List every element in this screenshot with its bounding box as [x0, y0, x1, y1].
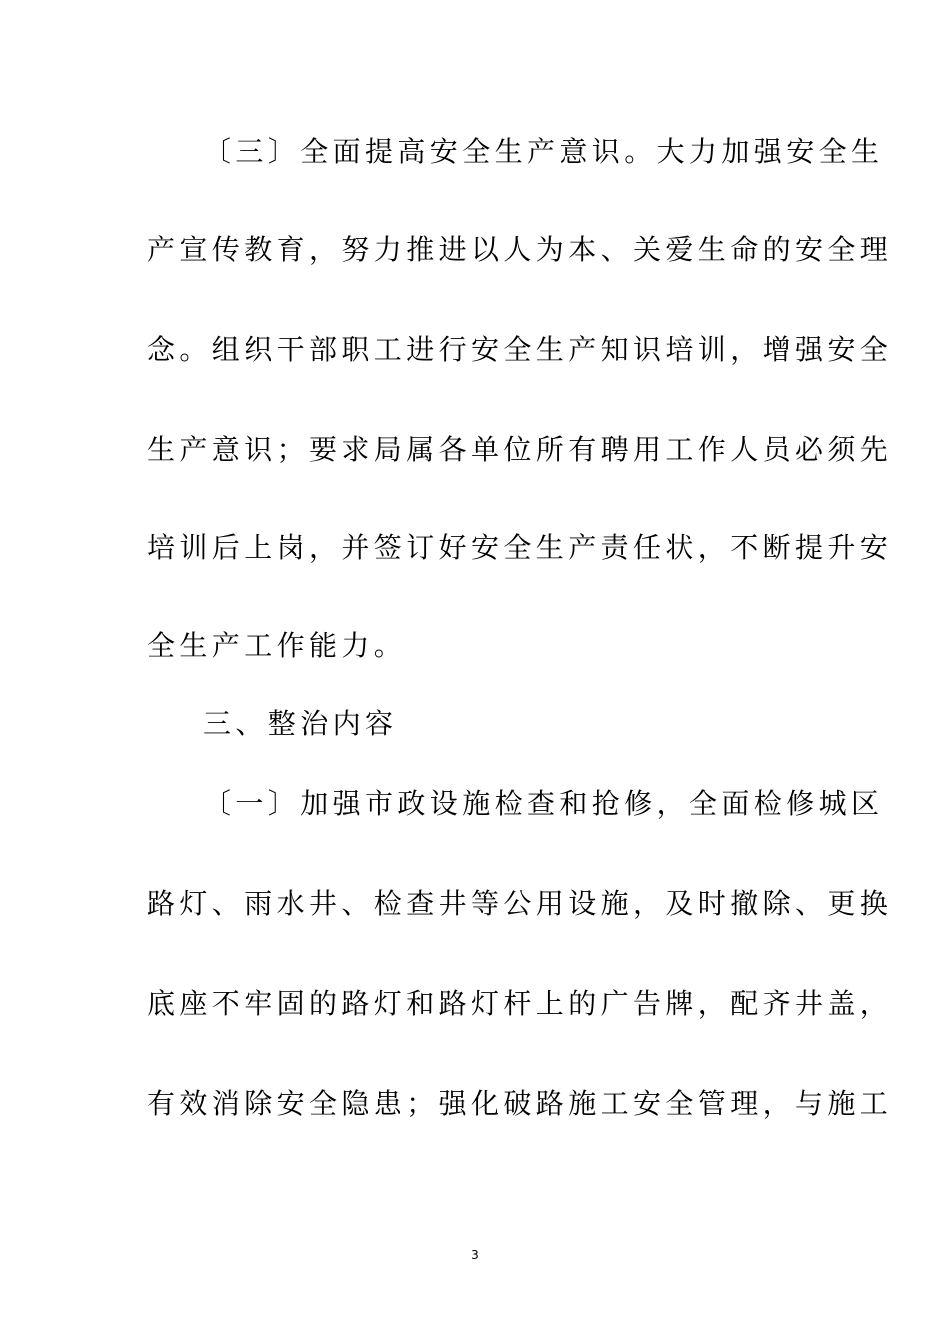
- paragraph-line: 生产意识；要求局属各单位所有聘用工作人员必须先: [147, 433, 893, 466]
- page-number: 3: [471, 1248, 479, 1262]
- paragraph-line: 路灯、雨水井、检查井等公用设施，及时撤除、更换: [147, 887, 893, 920]
- paragraph-line: 〔一〕加强市政设施检查和抢修，全面检修城区: [203, 787, 884, 820]
- paragraph-line: 有效消除安全隐患；强化破路施工安全管理，与施工: [147, 1087, 893, 1120]
- paragraph-line: 全生产工作能力。: [147, 629, 407, 662]
- paragraph-line: 念。组织干部职工进行安全生产知识培训，增强安全: [147, 333, 893, 366]
- paragraph-line: 产宣传教育，努力推进以人为本、关爱生命的安全理: [147, 233, 893, 266]
- paragraph-line: 培训后上岗，并签订好安全生产责任状，不断提升安: [147, 531, 893, 564]
- paragraph-line: 底座不牢固的路灯和路灯杆上的广告牌，配齐井盖，: [147, 987, 893, 1020]
- section-heading: 三、整治内容: [203, 707, 398, 740]
- paragraph-line: 〔三〕全面提高安全生产意识。大力加强安全生: [203, 135, 884, 168]
